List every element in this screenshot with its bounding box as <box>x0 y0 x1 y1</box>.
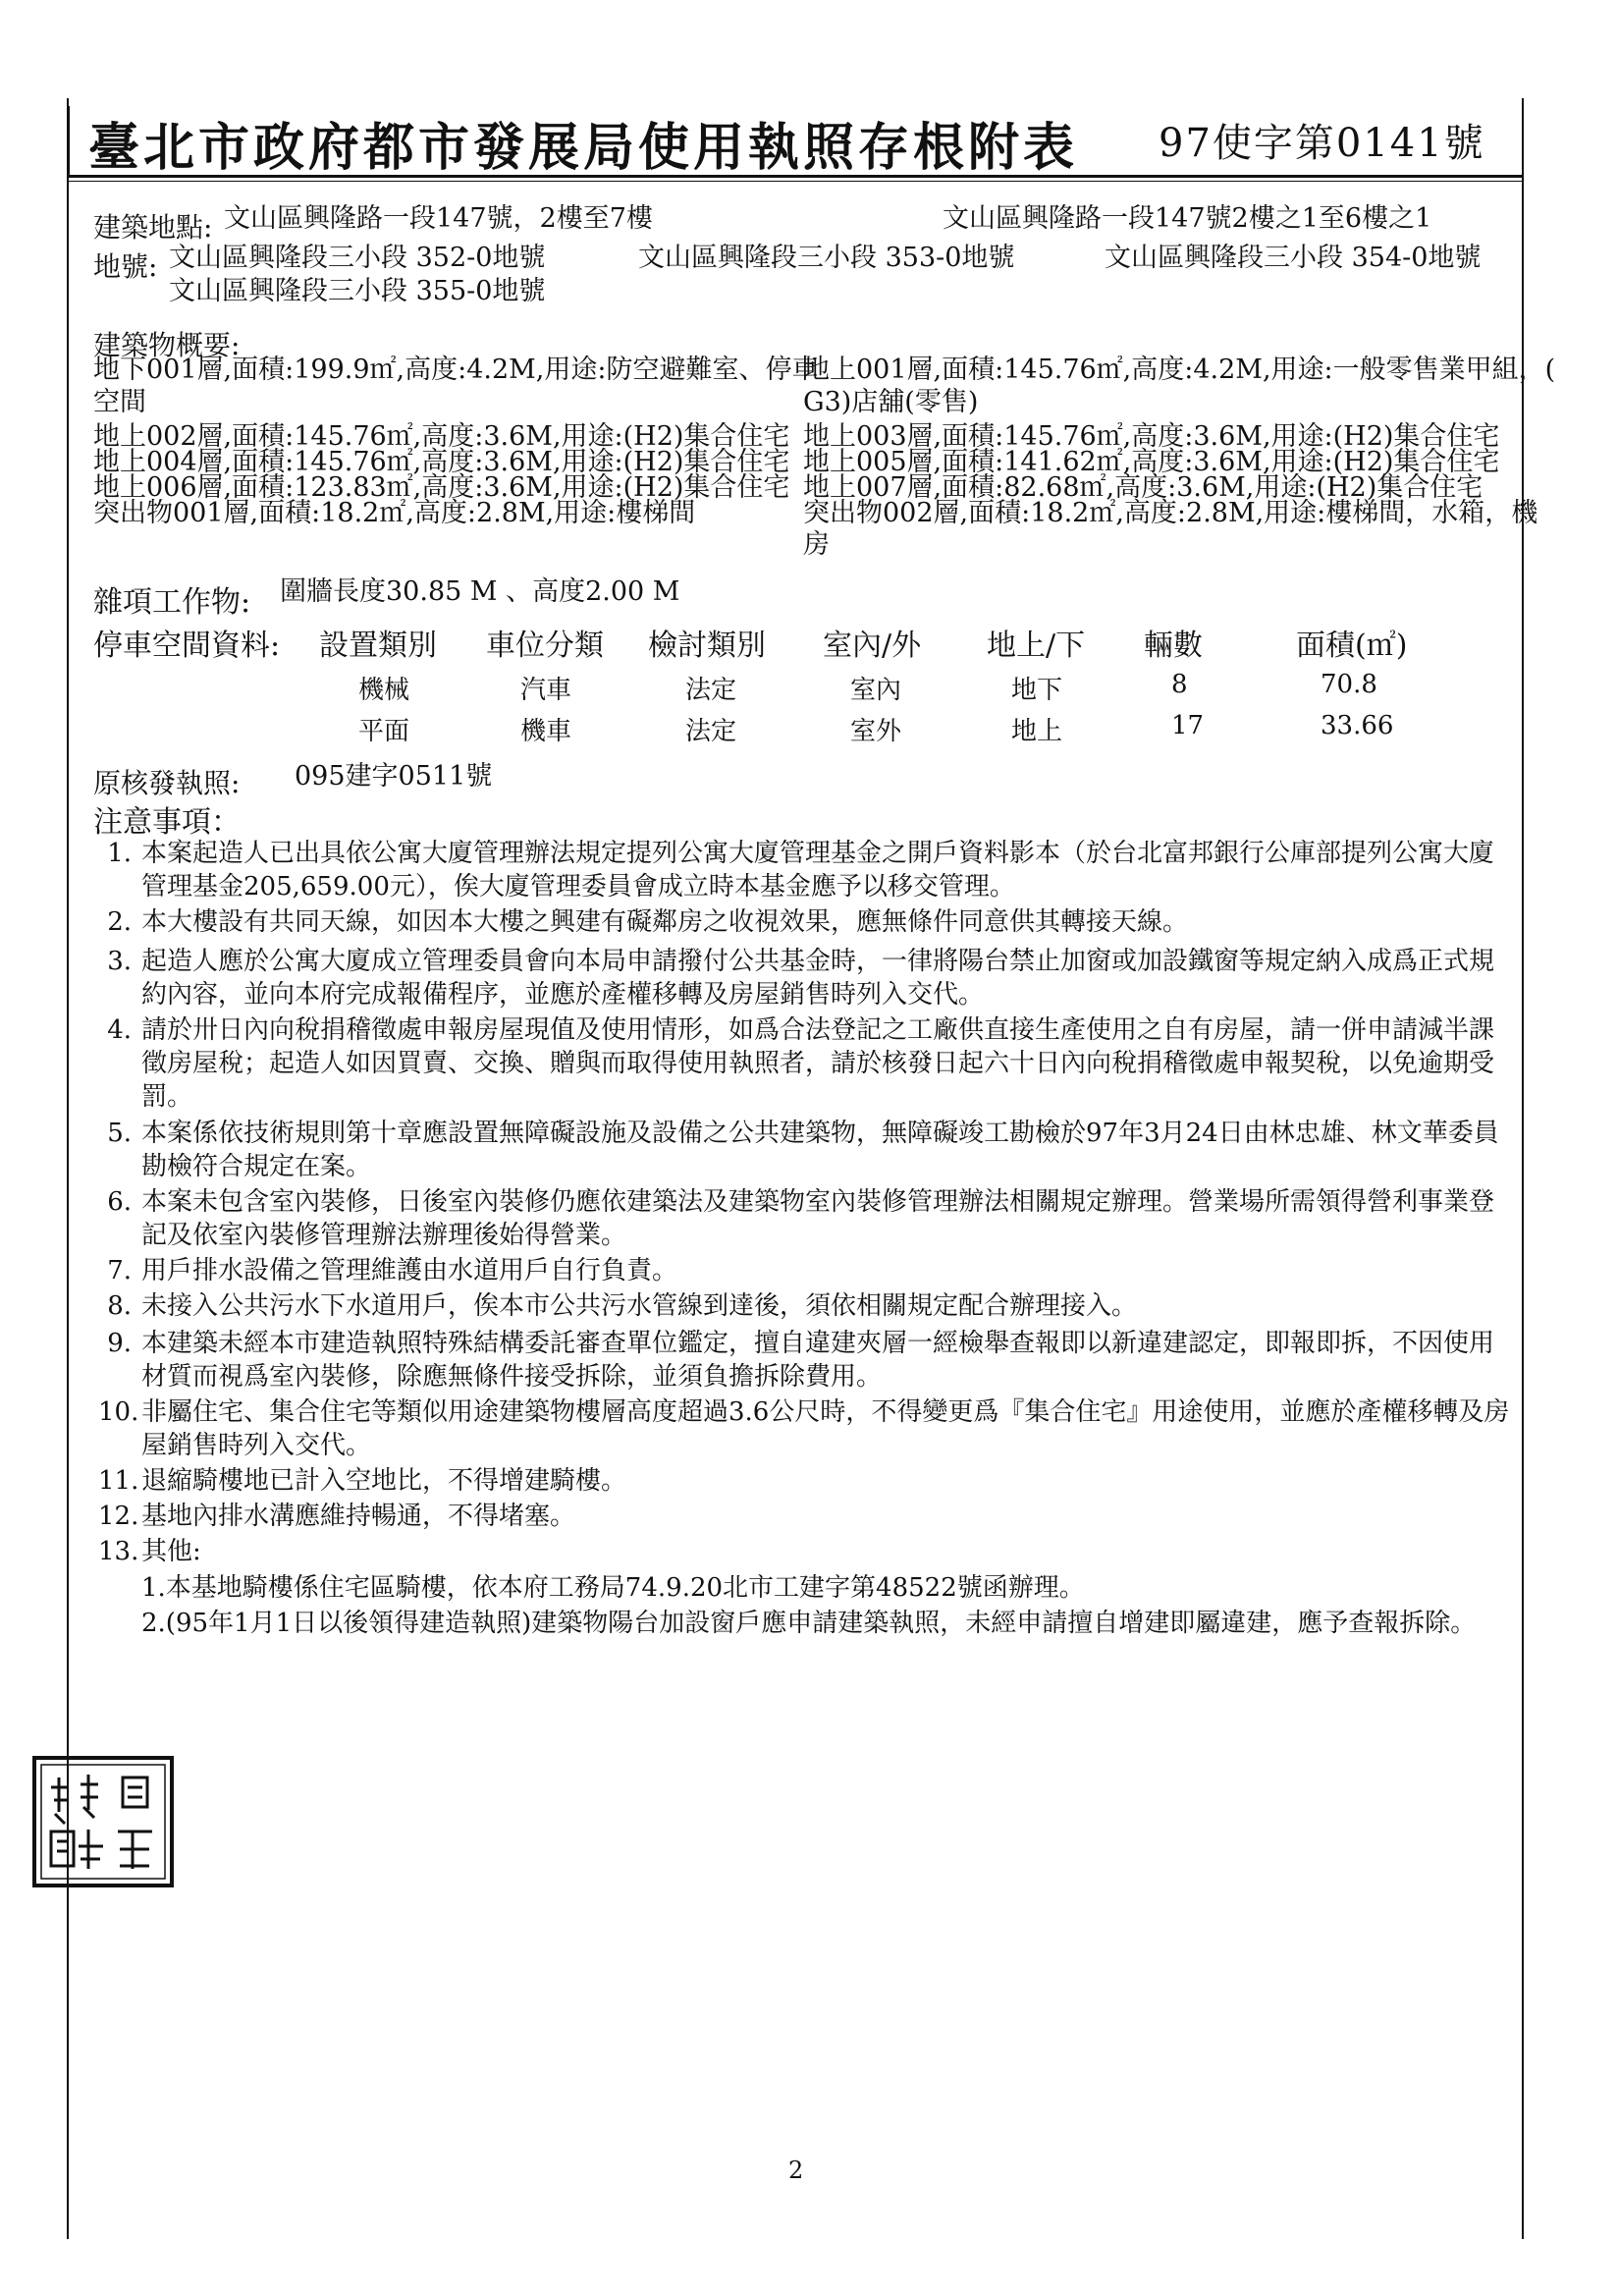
note-item <box>98 1185 1517 1254</box>
note-text: 本建築未經本市建造執照特殊結構委託審查單位鑑定，擅自違建夾層一經檢舉查報即以新違建認定，即報即拆，不因使用材質而視爲室內裝修，除應無條件接受拆除，並須負擔拆除費用。 <box>141 1329 1495 1392</box>
parking-header: 設置類別 <box>319 629 437 663</box>
original-permit-label: 原核發執照: <box>93 767 241 799</box>
overview-right-line: 地上005層,面積:141.62㎡,高度:3.6M,用途:(H2)集合住宅 <box>803 447 1500 477</box>
note-number: 4. <box>107 1015 132 1045</box>
note-number: 9. <box>107 1329 132 1358</box>
official-seal <box>29 1753 177 1890</box>
site-address-1: 文山區興隆路一段147號，2樓至7樓 <box>224 203 653 234</box>
overview-right-line: 地上003層,面積:145.76㎡,高度:3.6M,用途:(H2)集合住宅 <box>803 421 1500 452</box>
overview-label: 建築物概要: <box>93 329 241 361</box>
parking-cell: 汽車 <box>520 676 572 705</box>
lot-item: 文山區興隆段三小段 354-0地號 <box>1105 243 1482 273</box>
overview-left-line: 地上006層,面積:123.83㎡,高度:3.6M,用途:(H2)集合住宅 <box>93 472 790 503</box>
parking-header: 輛數 <box>1144 629 1203 663</box>
parking-header: 室內/外 <box>823 629 922 663</box>
note-number: 1. <box>107 839 132 868</box>
note-number: 5. <box>107 1119 132 1148</box>
note-number: 6. <box>107 1187 132 1217</box>
note-item <box>98 1464 1517 1500</box>
parking-cell: 33.66 <box>1321 711 1394 740</box>
note-text: 起造人應於公寓大廈成立管理委員會向本局申請撥付公共基金時，一律將陽台禁止加窗或加設鐵窗等規定納入成爲正式規約內容，並向本府完成報備程序，並應於產權移轉及房屋銷售時列入交代。 <box>141 947 1495 1010</box>
parking-cell: 機械 <box>358 676 410 705</box>
parking-cell: 70.8 <box>1321 670 1377 699</box>
other-text: 1.本基地騎樓係住宅區騎樓，依本府工務局74.9.20北市工建字第48522號函辦理。 <box>141 1573 1085 1603</box>
lot-label: 地號: <box>93 250 158 283</box>
note-item <box>98 1013 1517 1117</box>
frame-left-border <box>67 98 69 2239</box>
note-number: 13. <box>98 1537 139 1566</box>
header-left-tick <box>67 106 70 175</box>
site-address-2: 文山區興隆路一段147號2樓之1至6樓之1 <box>943 203 1432 234</box>
lot-item: 文山區興隆段三小段 355-0地號 <box>169 276 546 306</box>
note-item <box>98 1327 1517 1395</box>
note-item <box>98 1117 1517 1185</box>
parking-cell: 地下 <box>1011 676 1063 705</box>
frame-right-border <box>1522 98 1524 2239</box>
parking-header: 檢討類別 <box>648 629 766 663</box>
note-number: 3. <box>107 947 132 976</box>
note-text: 基地內排水溝應維持暢通，不得堵塞。 <box>141 1502 576 1531</box>
note-text: 未接入公共污水下水道用戶，俟本市公共污水管線到達後，須依相關規定配合辦理接入。 <box>141 1291 1138 1321</box>
note-number: 2. <box>107 907 132 937</box>
overview-left-line: 突出物001層,面積:18.2㎡,高度:2.8M,用途:樓梯間 <box>93 498 696 528</box>
parking-cell: 法定 <box>685 717 737 746</box>
parking-header: 車位分類 <box>486 629 604 663</box>
lot-item: 文山區興隆段三小段 352-0地號 <box>169 243 546 273</box>
note-text: 其他: <box>141 1537 201 1566</box>
header-rule-thin <box>67 181 1524 182</box>
note-item <box>98 945 1517 1013</box>
other-text: 2.(95年1月1日以後領得建造執照)建築物陽台加設窗戶應申請建築執照，未經申請擅自增建即屬違建，應予查報拆除。 <box>141 1609 1477 1638</box>
other-item <box>141 1571 1516 1607</box>
parking-cell: 地上 <box>1011 717 1063 746</box>
parking-cell: 室外 <box>850 717 902 746</box>
parking-cell: 8 <box>1171 670 1188 699</box>
note-item <box>98 1395 1517 1464</box>
overview-right-line: 地上007層,面積:82.68㎡,高度:3.6M,用途:(H2)集合住宅 <box>803 472 1483 503</box>
note-text: 非屬住宅、集合住宅等類似用途建築物樓層高度超過3.6公尺時，不得變更爲『集合住宅』用途使用，並應於產權移轉及房屋銷售時列入交代。 <box>141 1397 1510 1460</box>
note-number: 8. <box>107 1291 132 1321</box>
lot-item: 文山區興隆段三小段 353-0地號 <box>638 243 1015 273</box>
overview-right-line: 突出物002層,面積:18.2㎡,高度:2.8M,用途:樓梯間，水箱，機 <box>803 498 1538 528</box>
permit-number: 97使字第0141號 <box>1159 121 1485 166</box>
parking-label: 停車空間資料: <box>93 629 281 663</box>
notes-label: 注意事項： <box>93 805 241 840</box>
note-number: 7. <box>107 1256 132 1285</box>
note-item <box>98 1500 1517 1535</box>
misc-works-value: 圍牆長度30.85 M 、高度2.00 M <box>280 576 680 607</box>
note-text: 請於卅日內向稅捐稽徵處申報房屋現值及使用情形，如爲合法登記之工廠供直接生產使用之自有房屋，請一併申請減半課徵房屋稅；起造人如因買賣、交換、贈與而取得使用執照者，請於核發日起六十日內向稅捐稽徵處申報契稅，以免逾期受罰。 <box>141 1015 1495 1112</box>
site-label: 建築地點: <box>93 211 213 244</box>
parking-cell: 17 <box>1171 711 1205 740</box>
parking-cell: 平面 <box>358 717 410 746</box>
parking-cell: 室內 <box>850 676 902 705</box>
note-item <box>98 1535 1517 1570</box>
note-text: 用戶排水設備之管理維護由水道用戶自行負責。 <box>141 1256 678 1285</box>
parking-cell: 機車 <box>520 717 572 746</box>
note-item <box>98 905 1517 941</box>
note-text: 本案係依技術規則第十章應設置無障礙設施及設備之公共建築物，無障礙竣工勘檢於97年3月24日由林忠雄、林文華委員勘檢符合規定在案。 <box>141 1119 1499 1181</box>
overview-right-line: 房 <box>803 529 830 560</box>
document-title: 臺北市政府都市發展局使用執照存根附表 <box>88 118 1079 178</box>
overview-left-line: 空間 <box>93 387 146 417</box>
note-number: 12. <box>98 1502 139 1531</box>
other-item <box>141 1607 1516 1675</box>
overview-right-line: 地上001層,面積:145.76㎡,高度:4.2M,用途:一般零售業甲組，( <box>803 355 1556 385</box>
note-number: 10. <box>98 1397 139 1427</box>
overview-left-line: 地下001層,面積:199.9㎡,高度:4.2M,用途:防空避難室、停車 <box>93 355 819 385</box>
note-item <box>98 1289 1517 1325</box>
note-item <box>98 837 1517 905</box>
note-text: 本案未包含室內裝修，日後室內裝修仍應依建築法及建築物室內裝修管理辦法相關規定辦理。營業場所需領得營利事業登記及依室內裝修管理辦法辦理後始得營業。 <box>141 1187 1495 1250</box>
note-item <box>98 1254 1517 1289</box>
misc-works-label: 雜項工作物: <box>93 585 251 620</box>
original-permit-value: 095建字0511號 <box>295 761 493 792</box>
page-number: 2 <box>788 2157 804 2184</box>
overview-right-line: G3)店舖(零售) <box>803 387 979 417</box>
note-number: 11. <box>98 1466 139 1496</box>
note-text: 本大樓設有共同天線，如因本大樓之興建有礙鄰房之收視效果，應無條件同意供其轉接天線。 <box>141 907 1189 937</box>
parking-header: 地上/下 <box>987 629 1086 663</box>
parking-cell: 法定 <box>685 676 737 705</box>
note-text: 本案起造人已出具依公寓大廈管理辦法規定提列公寓大廈管理基金之開戶資料影本（於台北富邦銀行公庫部提列公寓大廈管理基金205,659.00元），俟大廈管理委員會成立時本基金應予以移交管理。 <box>141 839 1495 902</box>
note-text: 退縮騎樓地已計入空地比，不得增建騎樓。 <box>141 1466 627 1496</box>
overview-left-line: 地上002層,面積:145.76㎡,高度:3.6M,用途:(H2)集合住宅 <box>93 421 790 452</box>
parking-header: 面積(㎡) <box>1296 629 1408 663</box>
overview-left-line: 地上004層,面積:145.76㎡,高度:3.6M,用途:(H2)集合住宅 <box>93 447 790 477</box>
